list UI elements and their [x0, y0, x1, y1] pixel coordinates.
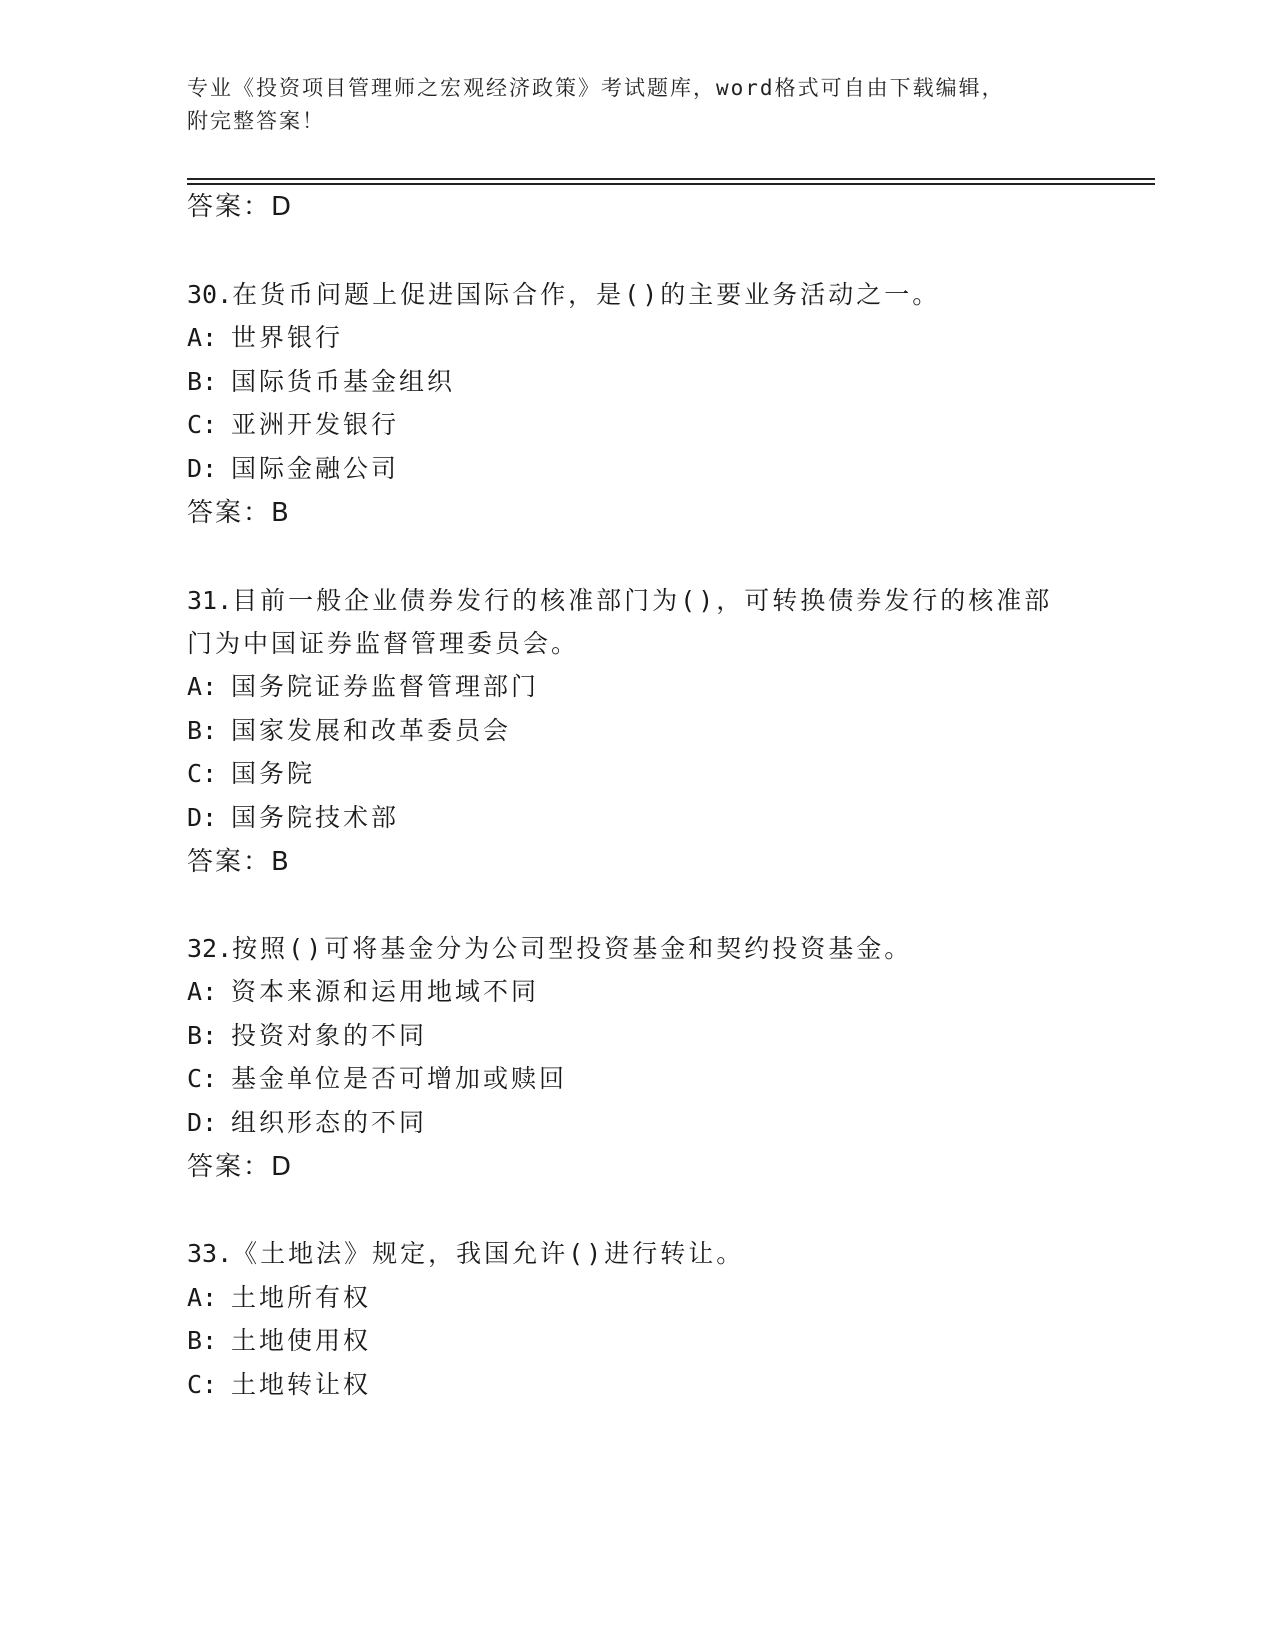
option-letter: D: [187, 454, 218, 483]
question-stem [187, 1239, 744, 1269]
option-text: 投资对象的不同 [231, 1021, 428, 1050]
header-divider-top [187, 178, 1155, 180]
answer-line [187, 498, 290, 528]
option-letter: A: [187, 977, 218, 1006]
option-text: 土地使用权 [231, 1326, 372, 1355]
option-row [187, 367, 455, 397]
option-text: 国务院 [231, 759, 316, 788]
question-stem [187, 934, 912, 964]
answer-value: B [271, 498, 290, 528]
option-letter: B: [187, 716, 218, 745]
question-stem-text: 按照()可将基金分为公司型投资基金和契约投资基金。 [232, 934, 913, 963]
question-stem-text: 目前一般企业债券发行的核准部门为()，可转换债券发行的核准部 [232, 586, 1053, 615]
question-stem [187, 280, 940, 310]
option-text: 国际金融公司 [231, 454, 400, 483]
answer-label: 答案： [187, 498, 272, 528]
option-text: 土地所有权 [231, 1283, 372, 1312]
question-number: 33. [187, 1239, 233, 1268]
answer-value: D [271, 1152, 293, 1182]
option-text: 国务院技术部 [231, 803, 400, 832]
answer-label: 答案： [187, 192, 272, 222]
option-text: 世界银行 [231, 323, 344, 352]
option-letter: B: [187, 367, 218, 396]
question-number: 31. [187, 586, 233, 615]
option-row [187, 672, 539, 702]
option-text: 国际货币基金组织 [231, 367, 456, 396]
option-row [187, 1370, 371, 1400]
option-letter: C: [187, 1370, 218, 1399]
option-row [187, 716, 511, 746]
option-text: 组织形态的不同 [231, 1108, 428, 1137]
answer-label: 答案： [187, 1152, 272, 1182]
option-row [187, 1064, 567, 1094]
answer-line [187, 847, 290, 877]
option-row [187, 454, 399, 484]
option-row [187, 803, 399, 833]
option-text: 土地转让权 [231, 1370, 372, 1399]
option-text: 基金单位是否可增加或赎回 [231, 1064, 568, 1093]
option-letter: A: [187, 672, 218, 701]
option-letter: D: [187, 1108, 218, 1137]
option-row [187, 1283, 371, 1313]
question-stem-continued [187, 629, 579, 659]
question-stem-text: 《土地法》规定，我国允许()进行转让。 [232, 1239, 745, 1268]
option-letter: C: [187, 759, 218, 788]
question-number: 32. [187, 934, 233, 963]
header-line-1: 专业《投资项目管理师之宏观经济政策》考试题库，word格式可自由下载编辑， [187, 76, 1005, 100]
option-row [187, 410, 399, 440]
option-text: 国家发展和改革委员会 [231, 716, 512, 745]
document-header [187, 72, 1087, 138]
header-line-2: 附完整答案！ [187, 109, 325, 133]
answer-line [187, 1152, 292, 1182]
option-letter: C: [187, 410, 218, 439]
answer-label: 答案： [187, 847, 272, 877]
option-row [187, 1108, 427, 1138]
option-row [187, 759, 315, 789]
option-text: 亚洲开发银行 [231, 410, 400, 439]
answer-value: B [271, 847, 290, 877]
header-divider-bottom [187, 183, 1155, 185]
option-row [187, 323, 343, 353]
option-row [187, 1021, 427, 1051]
option-row [187, 1326, 371, 1356]
option-letter: C: [187, 1064, 218, 1093]
answer-line [187, 192, 292, 222]
option-text: 资本来源和运用地域不同 [231, 977, 540, 1006]
option-letter: B: [187, 1326, 218, 1355]
question-stem [187, 586, 1052, 616]
question-number: 30. [187, 280, 233, 309]
question-stem-text: 在货币问题上促进国际合作，是()的主要业务活动之一。 [232, 280, 941, 309]
question-stem-text: 门为中国证券监督管理委员会。 [187, 629, 580, 658]
option-letter: D: [187, 803, 218, 832]
option-letter: A: [187, 323, 218, 352]
option-letter: A: [187, 1283, 218, 1312]
option-letter: B: [187, 1021, 218, 1050]
option-text: 国务院证券监督管理部门 [231, 672, 540, 701]
answer-value: D [271, 192, 293, 222]
option-row [187, 977, 539, 1007]
